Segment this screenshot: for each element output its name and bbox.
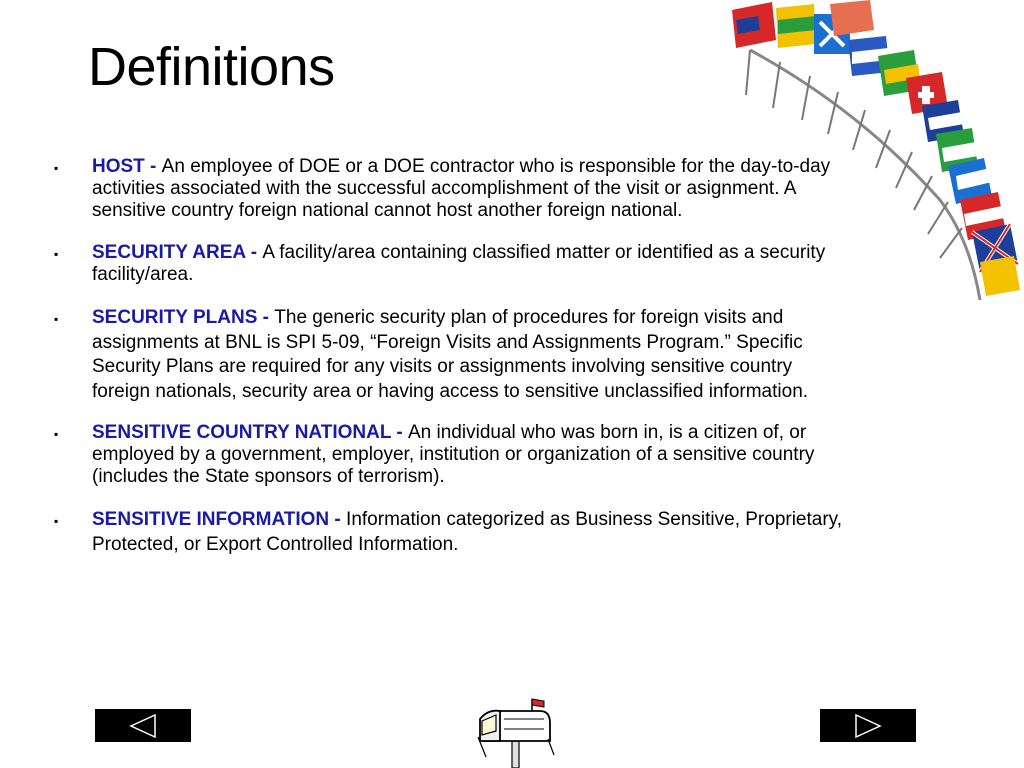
triangle-right-icon <box>852 713 884 739</box>
definition-text-host: An employee of DOE or a DOE contractor who is responsible for the day-to-day activities associated with the successful accomplishment of the visit or asignment. A sensitive country foreign national cannot host another foreign national. <box>92 156 831 221</box>
square-bullet-icon: ▪ <box>54 427 59 441</box>
triangle-left-icon <box>127 713 159 739</box>
slide-title: Definitions <box>88 37 335 97</box>
square-bullet-icon: ▪ <box>54 161 59 175</box>
definition-text-sensitive-country-national: An individual who was born in, is a citizen of, or employed by a government, employer, institution or organization of a sensitive country (includes the State sponsors of terrorism). <box>92 422 815 487</box>
term-sensitive-information: SENSITIVE INFORMATION - <box>92 509 347 530</box>
term-sensitive-country-national: SENSITIVE COUNTRY NATIONAL - <box>92 422 408 443</box>
definition-security-area <box>54 242 854 286</box>
square-bullet-icon: ▪ <box>54 514 59 528</box>
term-security-plans: SECURITY PLANS - <box>92 307 275 328</box>
mailbox-icon[interactable] <box>474 697 558 768</box>
definition-security-plans <box>54 306 854 404</box>
definition-sensitive-information <box>54 508 854 557</box>
definition-sensitive-country-national <box>54 422 854 488</box>
previous-slide-button[interactable] <box>95 709 191 742</box>
definition-text-security-plans: The generic security plan of procedures for foreign visits and assignments at BNL is SPI 5-09, “Foreign Visits and Assignments Program.” Specific Security Plans are required for any visits or assignments involving sensitive country foreign nationals, security area or having access to sensitive unclassified information. <box>92 307 809 402</box>
next-slide-button[interactable] <box>820 709 916 742</box>
definition-text-security-area: A facility/area containing classified matter or identified as a security facility/area. <box>92 242 826 285</box>
definition-host <box>54 156 854 222</box>
term-security-area: SECURITY AREA - <box>92 242 263 263</box>
definitions-list <box>54 156 854 557</box>
square-bullet-icon: ▪ <box>54 312 59 326</box>
square-bullet-icon: ▪ <box>54 247 59 261</box>
definition-text-sensitive-information: Information categorized as Business Sensitive, Proprietary, Protected, or Export Controlled Information. <box>92 509 843 555</box>
term-host: HOST - <box>92 156 162 177</box>
